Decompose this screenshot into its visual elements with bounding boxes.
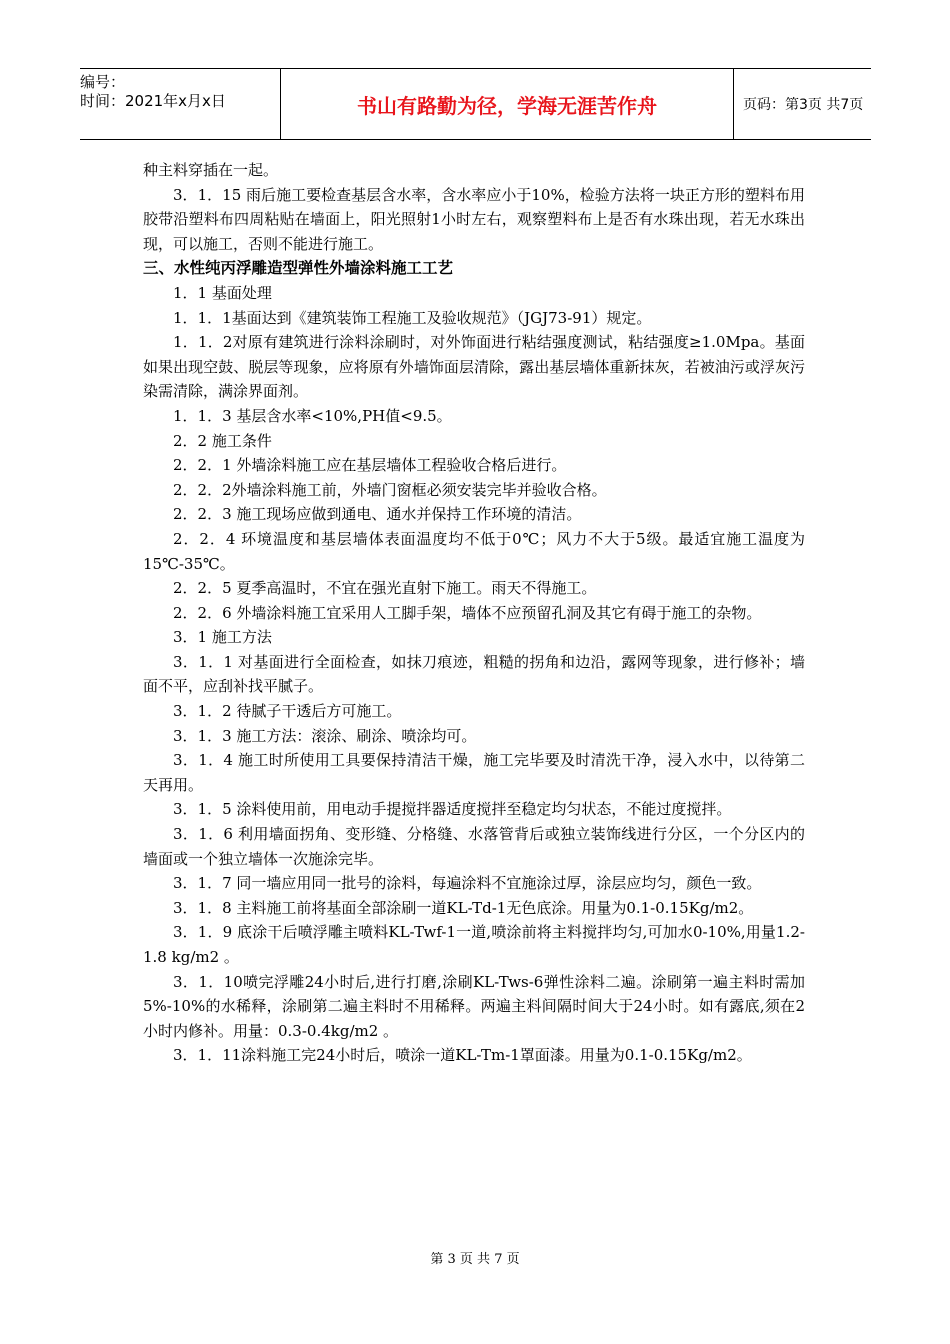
body-paragraph: 2．2．5 夏季高温时，不宜在强光直射下施工。雨天不得施工。 xyxy=(173,579,597,598)
body-paragraph: 2．2．2外墙涂料施工前，外墙门窗框必须安装完毕并验收合格。 xyxy=(173,480,607,499)
body-paragraph: 3．1．11涂料施工完24小时后，喷涂一道KL-Tm-1罩面漆。用量为0.1-0.15Kg/m2。 xyxy=(173,1046,752,1065)
body-paragraph: 1．1．3 基层含水率<10%,PH值<9.5。 xyxy=(173,406,452,425)
page-header xyxy=(80,68,871,140)
body-paragraph: 1．1．1基面达到《建筑装饰工程施工及验收规范》（JGJ73-91）规定。 xyxy=(173,308,652,327)
page-footer: 第 3 页 共 7 页 xyxy=(430,1252,520,1267)
body-paragraph: 2．2．4 环境温度和基层墙体表面温度均不低于0℃；风力不大于5级。最适宜施工温度为15℃-35℃。 xyxy=(143,529,805,573)
body-paragraph: 3．1．10喷完浮雕24小时后,进行打磨,涂刷KL-Tws-6弹性涂料二遍。涂刷第一遍主料时需加5%-10%的水稀释，涂刷第二遍主料时不用稀释。两遍主料间隔时间大于24小时。如有露底,须在2小时内修补。用量：0.3-0.4kg/m2 。 xyxy=(143,972,805,1040)
body-paragraph: 3．1 施工方法 xyxy=(173,628,272,647)
body-paragraph: 1．1 基面处理 xyxy=(173,283,272,302)
header-left-cell xyxy=(80,69,280,143)
document-body xyxy=(143,158,805,1068)
body-paragraph: 3．1．7 同一墙应用同一批号的涂料，每遍涂料不宜施涂过厚，涂层应均匀，颜色一致。 xyxy=(173,874,762,893)
body-paragraph: 2．2．1 外墙涂料施工应在基层墙体工程验收合格后进行。 xyxy=(173,456,567,475)
document-number-label: 编号： xyxy=(80,73,126,91)
body-paragraph: 3．1．2 待腻子干透后方可施工。 xyxy=(173,702,402,721)
body-paragraph: 2．2．3 施工现场应做到通电、通水并保持工作环境的清洁。 xyxy=(173,505,582,524)
body-paragraph: 3．1．1 对基面进行全面检查，如抹刀痕迹，粗糙的拐角和边沿，露网等现象，进行修补；墙面不平，应刮补找平腻子。 xyxy=(143,652,805,696)
body-paragraph: 3．1．6 利用墙面拐角、变形缝、分格缝、水落管背后或独立装饰线进行分区，一个分区内的墙面或一个独立墙体一次施涂完毕。 xyxy=(143,825,805,868)
header-motto: 书山有路勤为径，学海无涯苦作舟 xyxy=(280,69,734,139)
body-paragraph: 3．1．3 施工方法：滚涂、刷涂、喷涂均可。 xyxy=(173,726,477,745)
body-paragraph: 种主料穿插在一起。 xyxy=(143,161,279,179)
header-page-info: 页码：第3页 共7页 xyxy=(743,97,864,113)
body-paragraph: 2．2．6 外墙涂料施工宜采用人工脚手架，墙体不应预留孔洞及其它有碍于施工的杂物。 xyxy=(173,603,762,622)
body-paragraph: 3．1．9 底涂干后喷浮雕主喷料KL-Twf-1一道,喷涂前将主料搅拌均匀,可加水0-10%,用量1.2-1.8 kg/m2 。 xyxy=(143,923,805,966)
document-date: 时间：2021年x月x日 xyxy=(80,92,226,110)
body-paragraph: 1．1．2对原有建筑进行涂料涂刷时，对外饰面进行粘结强度测试，粘结强度≥1.0Mpa。基面如果出现空鼓、脱层等现象，应将原有外墙饰面层清除，露出基层墙体重新抹灰，若被油污或浮灰污染需清除，满涂界面剂。 xyxy=(143,333,805,401)
body-paragraph: 2．2 施工条件 xyxy=(173,431,272,450)
body-paragraph: 3．1．8 主料施工前将基面全部涂刷一道KL-Td-1无色底涂。用量为0.1-0.15Kg/m2。 xyxy=(173,898,754,917)
body-paragraph: 3．1．5 涂料使用前，用电动手提搅拌器适度搅拌至稳定均匀状态，不能过度搅拌。 xyxy=(173,800,732,819)
body-paragraph: 3．1．4 施工时所使用工具要保持清洁干燥，施工完毕要及时清洗干净，浸入水中，以待第二天再用。 xyxy=(143,751,805,794)
body-paragraph: 3．1．15 雨后施工要检查基层含水率，含水率应小于10%，检验方法将一块正方形的塑料布用胶带沿塑料布四周粘贴在墙面上，阳光照射1小时左右，观察塑料布上是否有水珠出现，若无水珠出现，可以施工，否则不能进行施工。 xyxy=(143,185,805,253)
section-heading: 三、水性纯丙浮雕造型弹性外墙涂料施工工艺 xyxy=(143,259,454,278)
